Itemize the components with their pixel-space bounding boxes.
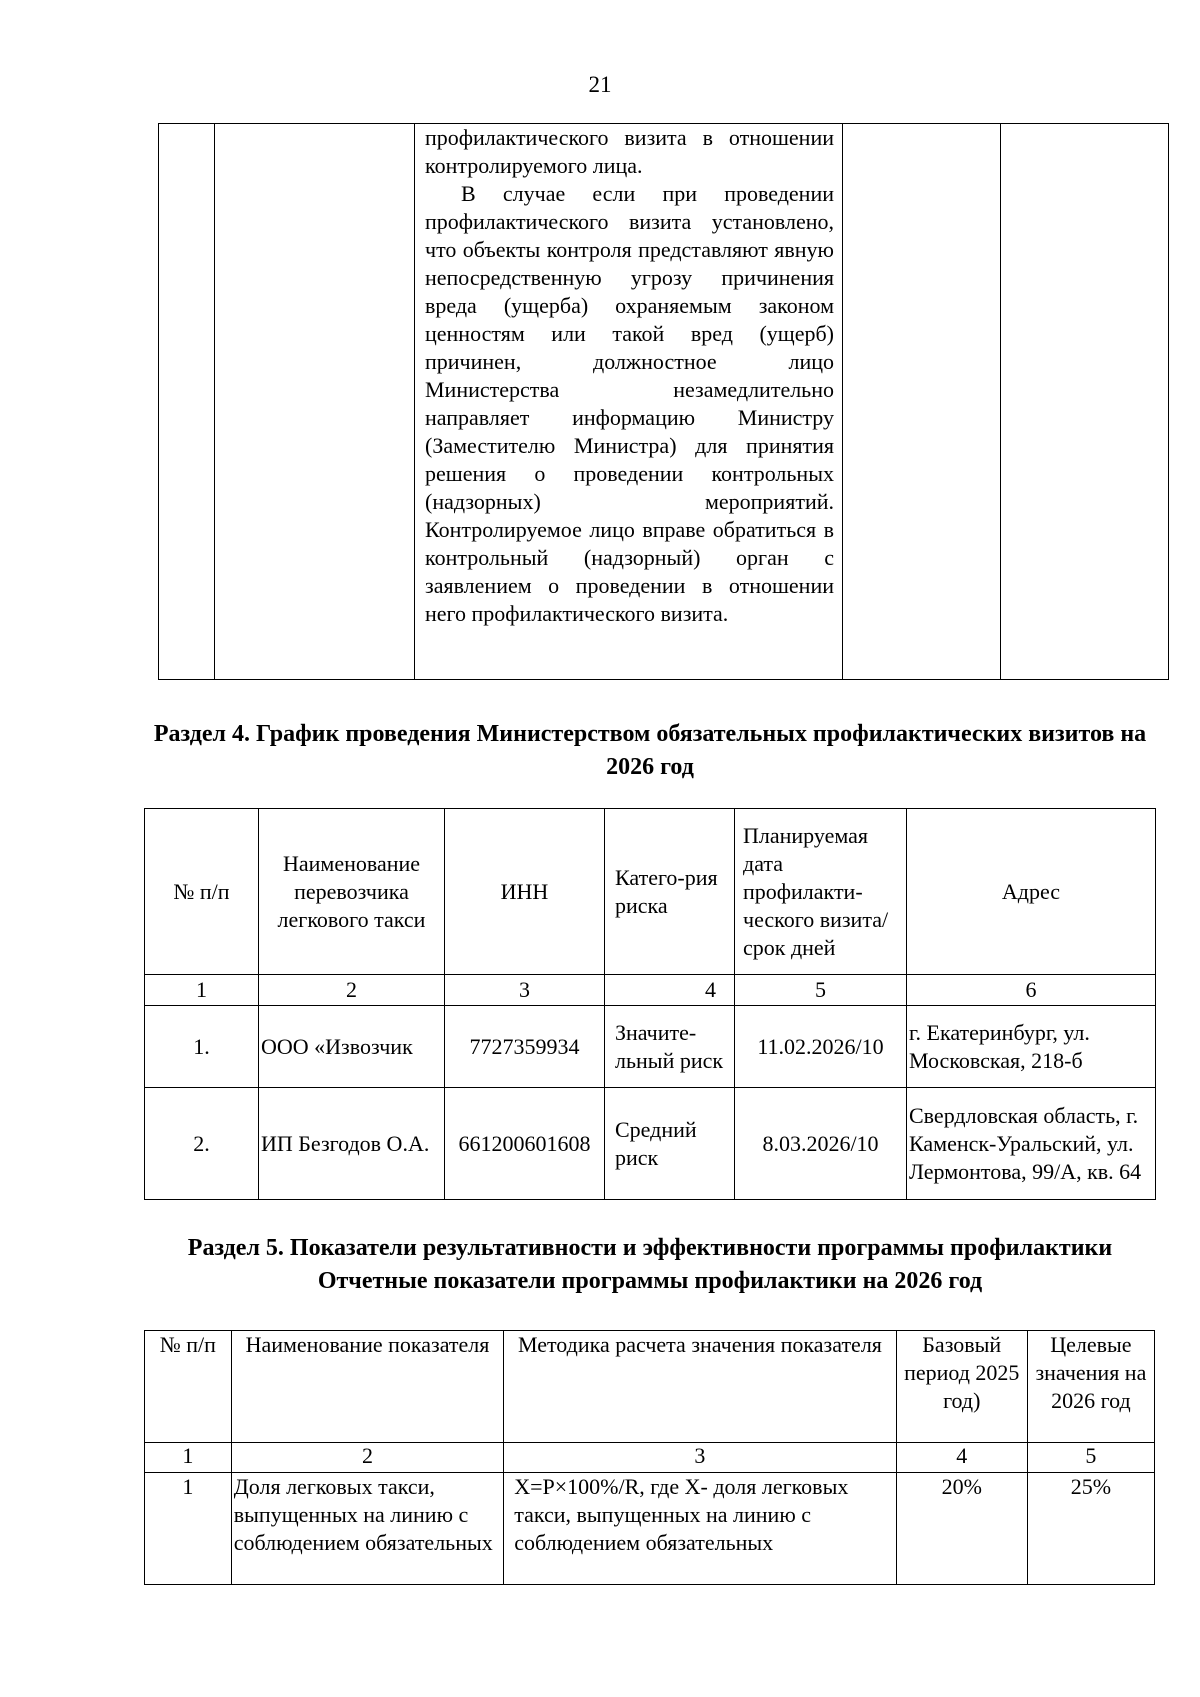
table-cell: 8.03.2026/10 [735,1088,907,1200]
table-cell: 20% [896,1473,1027,1585]
column-number: 3 [445,975,605,1006]
header-cell: ИНН [445,809,605,975]
table-cell: 1 [145,1473,232,1585]
page-number: 21 [588,72,612,97]
column-number: 2 [231,1443,503,1473]
table-cell: 7727359934 [445,1006,605,1088]
column-number: 1 [145,975,259,1006]
column-number: 2 [259,975,445,1006]
column-number: 5 [1027,1443,1154,1473]
header-cell: Катего-рия риска [605,809,735,975]
header-cell: Наименование показателя [231,1331,503,1443]
table-row [145,1006,1156,1088]
header-cell: № п/п [145,1331,232,1443]
paragraph: В случае если при проведении профилактического визита установлено, что объекты контроля представляют явную непосредственную угрозу причинения вреда (ущерба) охраняемым законом ценностям или такой вред (ущерб) причинен, должностное лицо Министерства незамедлительно направляет информацию Министру (Заместителю Министра) для принятия решения о проведении контрольных (надзорных) мероприятий. Контролируемое лицо вправе обратиться в контрольный (надзорный) орган с заявлением о проведении в отношении него профилактического визита. [425,181,834,626]
header-cell: Планируемая дата профилакти-ческого визита/срок дней [735,809,907,975]
column-number-row [145,975,1156,1006]
table-row [159,124,1169,680]
column-number: 4 [605,975,735,1006]
header-cell: Наименование перевозчика легкового такси [259,809,445,975]
visits-schedule-table [144,808,1156,1200]
paragraph: профилактического визита в отношении контролируемого лица. [425,125,834,178]
table-cell: ООО «Извозчик [259,1006,445,1088]
table-cell: 1. [145,1006,259,1088]
table-cell [159,124,215,680]
header-cell: Методика расчета значения показателя [504,1331,896,1443]
table-cell [215,124,415,680]
table-cell [415,124,843,680]
column-number: 1 [145,1443,232,1473]
table-cell: 2. [145,1088,259,1200]
table-row [145,1088,1156,1200]
table-cell [843,124,1001,680]
column-number: 3 [504,1443,896,1473]
table-cell: Значите-льный риск [605,1006,735,1088]
section-5-title: Раздел 5. Показатели результативности и эффективности программы профилактики Отчетные показатели программы профилактики на 2026 год [187,1235,1113,1294]
table-cell: Средний риск [605,1088,735,1200]
column-number: 5 [735,975,907,1006]
header-cell: Целевые значения на 2026 год [1027,1331,1154,1443]
column-number: 6 [907,975,1156,1006]
table-cell: 11.02.2026/10 [735,1006,907,1088]
column-number-row [145,1443,1155,1473]
column-number: 4 [896,1443,1027,1473]
table-cell: Доля легковых такси, выпущенных на линию с соблюдением обязательных [231,1473,503,1585]
header-cell: Базовый период 2025 год) [896,1331,1027,1443]
header-cell: № п/п [145,809,259,975]
table-cell: Свердловская область, г. Каменск-Уральский, ул. Лермонтова, 99/А, кв. 64 [907,1088,1156,1200]
table-row [145,1473,1155,1585]
header-cell: Адрес [907,809,1156,975]
table-cell: X=P×100%/R, где X- доля легковых такси, выпущенных на линию с соблюдением обязательных [504,1473,896,1585]
indicators-table [144,1330,1155,1585]
table-cell: ИП Безгодов О.А. [259,1088,445,1200]
section-4-title: Раздел 4. График проведения Министерством обязательных профилактических визитов на 2026 год [153,721,1147,780]
table-cell: 25% [1027,1473,1154,1585]
table-cell [1001,124,1169,680]
table-cell: г. Екатеринбург, ул. Московская, 218-б [907,1006,1156,1088]
continuation-table [158,123,1169,680]
table-cell: 661200601608 [445,1088,605,1200]
header-row [145,1331,1155,1443]
header-row [145,809,1156,975]
